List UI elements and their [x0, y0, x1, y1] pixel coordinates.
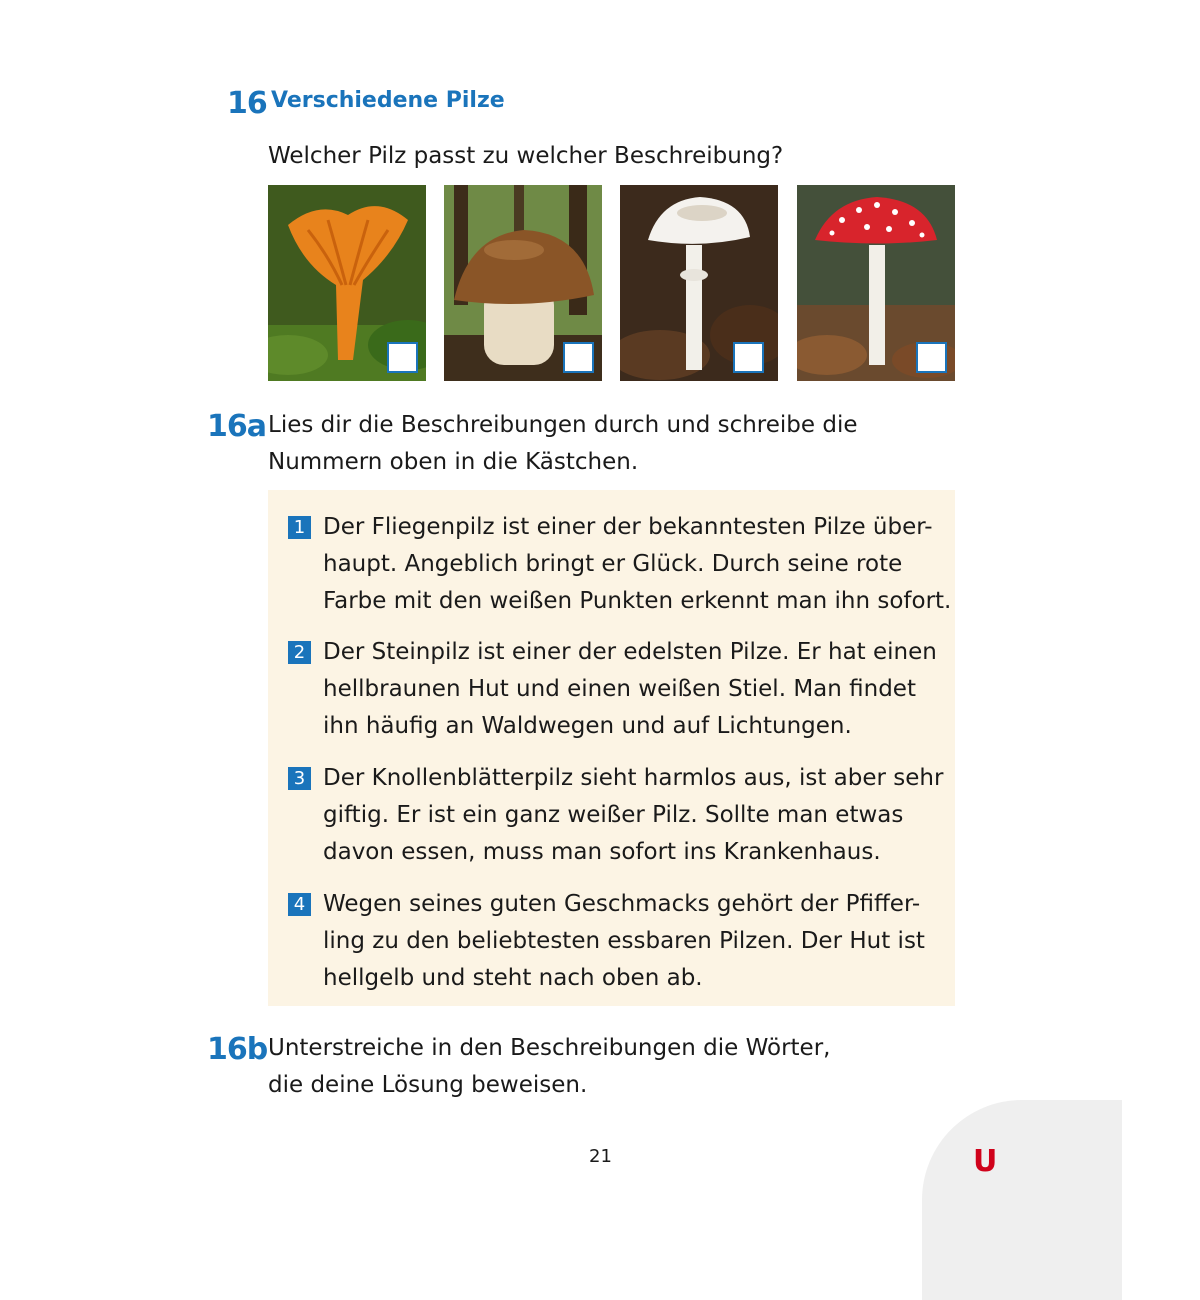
page-number: 21	[589, 1146, 612, 1167]
text-line: Der Knollenblätterpilz sieht harmlos aus, ist aber sehr	[323, 765, 944, 791]
text-line: die deine Lösung beweisen.	[268, 1072, 588, 1098]
text-line: Lies dir die Beschreibungen durch und schreibe die	[268, 412, 858, 438]
corner-tab	[922, 1100, 1122, 1300]
corner-letter: U	[973, 1144, 998, 1179]
item-number: 1	[288, 516, 311, 539]
text-line: haupt. Angeblich bringt er Glück. Durch seine rote	[323, 551, 903, 577]
task-number-16: 16	[227, 86, 267, 121]
section-title: Verschiedene Pilze	[271, 88, 505, 113]
text-line: hellgelb und steht nach oben ab.	[323, 965, 703, 991]
porcini-photo	[444, 185, 602, 381]
task-16b-instructions	[268, 1030, 830, 1104]
text-line: Wegen seines guten Geschmacks gehört der Pfiffer-	[323, 891, 921, 917]
text-line: Der Steinpilz ist einer der edelsten Pilze. Er hat einen	[323, 639, 937, 665]
task-question: Welcher Pilz passt zu welcher Beschreibung?	[268, 143, 784, 169]
text-line: ihn häufig an Waldwegen und auf Lichtungen.	[323, 713, 852, 739]
item-number: 3	[288, 767, 311, 790]
descriptions-box	[268, 490, 955, 1006]
answer-checkbox-2[interactable]	[563, 342, 594, 373]
text-line: Unterstreiche in den Beschreibungen die Wörter,	[268, 1035, 831, 1061]
item-number: 2	[288, 641, 311, 664]
text-line: ling zu den beliebtesten essbaren Pilzen. Der Hut ist	[323, 928, 925, 954]
text-line: davon essen, muss man sofort ins Krankenhaus.	[323, 839, 881, 865]
task-number-16b: 16b	[207, 1032, 268, 1067]
text-line: hellbraunen Hut und einen weißen Stiel. Man findet	[323, 676, 916, 702]
text-line: Nummern oben in die Kästchen.	[268, 449, 639, 475]
text-line: giftig. Er ist ein ganz weißer Pilz. Sollte man etwas	[323, 802, 904, 828]
text-line: Farbe mit den weißen Punkten erkennt man ihn sofort.	[323, 588, 952, 614]
answer-checkbox-4[interactable]	[916, 342, 947, 373]
answer-checkbox-3[interactable]	[733, 342, 764, 373]
death-cap-photo	[620, 185, 778, 381]
chanterelle-photo	[268, 185, 426, 381]
answer-checkbox-1[interactable]	[387, 342, 418, 373]
item-number: 4	[288, 893, 311, 916]
task-16a-instructions	[268, 407, 858, 481]
text-line: Der Fliegenpilz ist einer der bekanntesten Pilze über-	[323, 514, 933, 540]
fly-agaric-photo	[797, 185, 955, 381]
task-number-16a: 16a	[207, 409, 266, 444]
